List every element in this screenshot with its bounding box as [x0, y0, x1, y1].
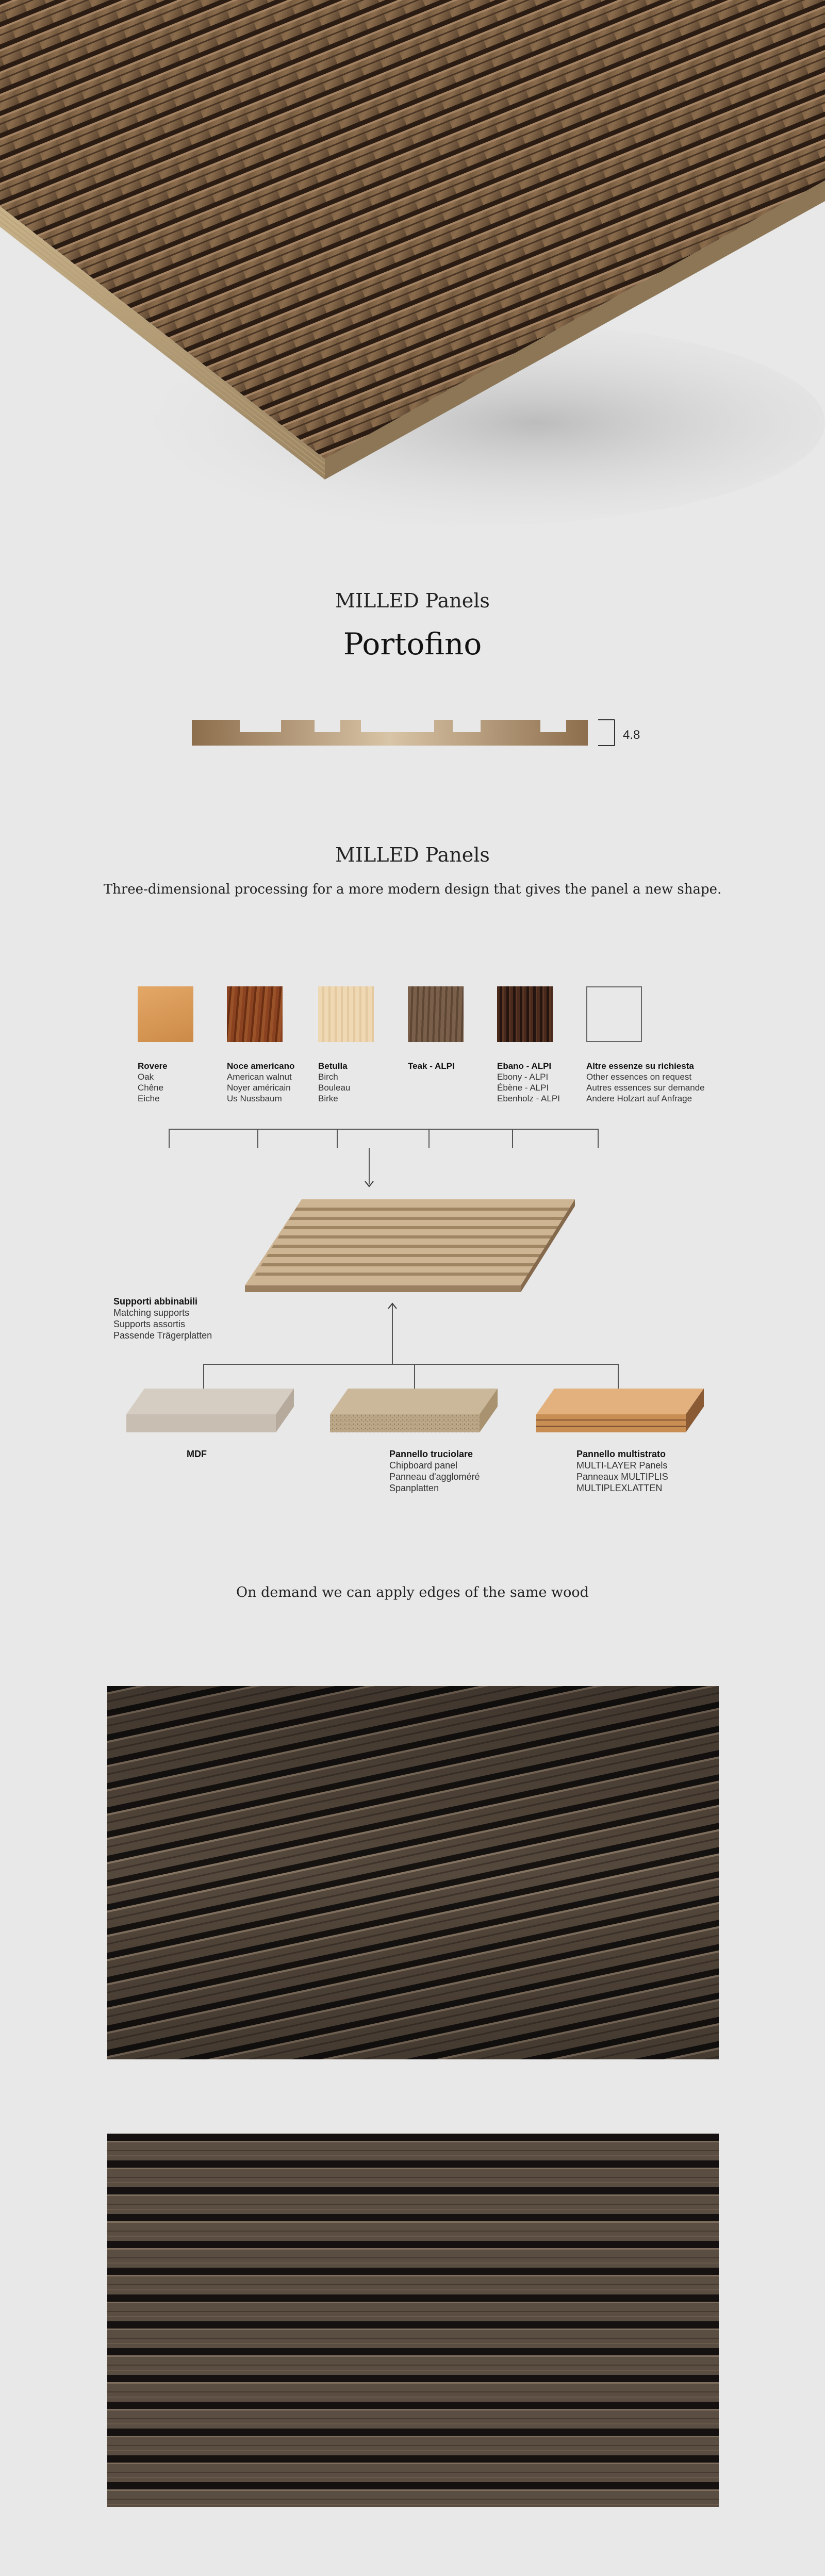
swatch-birch: [318, 986, 374, 1042]
substrate-label-mdf: MDF: [187, 1449, 207, 1459]
connector-up: [392, 1304, 393, 1364]
panel-photo-frontal: [107, 2134, 719, 2507]
milled-panel-illustration: [240, 1195, 580, 1293]
connector-drop: [337, 1129, 338, 1148]
wood-label-birch: Betulla Birch Bouleau Birke: [318, 1061, 351, 1103]
supports-label: Supporti abbinabili Matching supports Supports assortis Passende Trägerplatten: [113, 1296, 212, 1341]
swatch-oak: [138, 986, 193, 1042]
connector-drop: [512, 1129, 513, 1148]
section-description: Three-dimensional processing for a more modern design that gives the panel a new shape.: [103, 882, 722, 897]
wood-label-other: Altre essenze su richiesta Other essences on request Autres essences sur demande Andere Holzart auf Anfrage: [586, 1061, 705, 1103]
hero-panel-image: [0, 0, 825, 547]
arrow-down-icon: [364, 1179, 375, 1188]
panel-photo-angled: [107, 1686, 719, 2059]
board-chipboard: [327, 1386, 503, 1438]
profile-thickness: 4.8: [623, 728, 640, 742]
product-title: Portofino: [343, 626, 482, 662]
substrate-label-chipboard: Pannello truciolare Chipboard panel Panneau d'aggloméré Spanplatten: [389, 1449, 480, 1493]
wood-label-ebony: Ebano - ALPI Ebony - ALPI Ébène - ALPI Ebenholz - ALPI: [497, 1061, 560, 1103]
connector-drop: [169, 1129, 170, 1148]
swatch-teak: [408, 986, 464, 1042]
wood-label-teak: Teak - ALPI: [408, 1061, 455, 1071]
substrate-label-multilayer: Pannello multistrato MULTI-LAYER Panels Panneaux MULTIPLIS MULTIPLEXLATTEN: [576, 1449, 668, 1493]
swatch-walnut: [227, 986, 283, 1042]
category-title: MILLED Panels: [335, 589, 490, 612]
wood-label-walnut: Noce americano American walnut Noyer américain Us Nussbaum: [227, 1061, 295, 1103]
board-multilayer: [534, 1386, 709, 1438]
thickness-dimension-icon: [598, 720, 615, 746]
swatch-other: [586, 986, 642, 1042]
wood-label-oak: Rovere Oak Chêne Eiche: [138, 1061, 168, 1103]
profile-diagram: [191, 717, 650, 753]
connector-line: [169, 1129, 599, 1130]
board-mdf: [124, 1386, 299, 1438]
connector-drop: [428, 1129, 430, 1148]
swatch-ebony: [497, 986, 553, 1042]
section-title: MILLED Panels: [335, 844, 490, 866]
connector-drop: [257, 1129, 258, 1148]
edges-note: On demand we can apply edges of the same wood: [236, 1584, 589, 1600]
connector-line: [203, 1364, 619, 1365]
connector-drop: [598, 1129, 599, 1148]
